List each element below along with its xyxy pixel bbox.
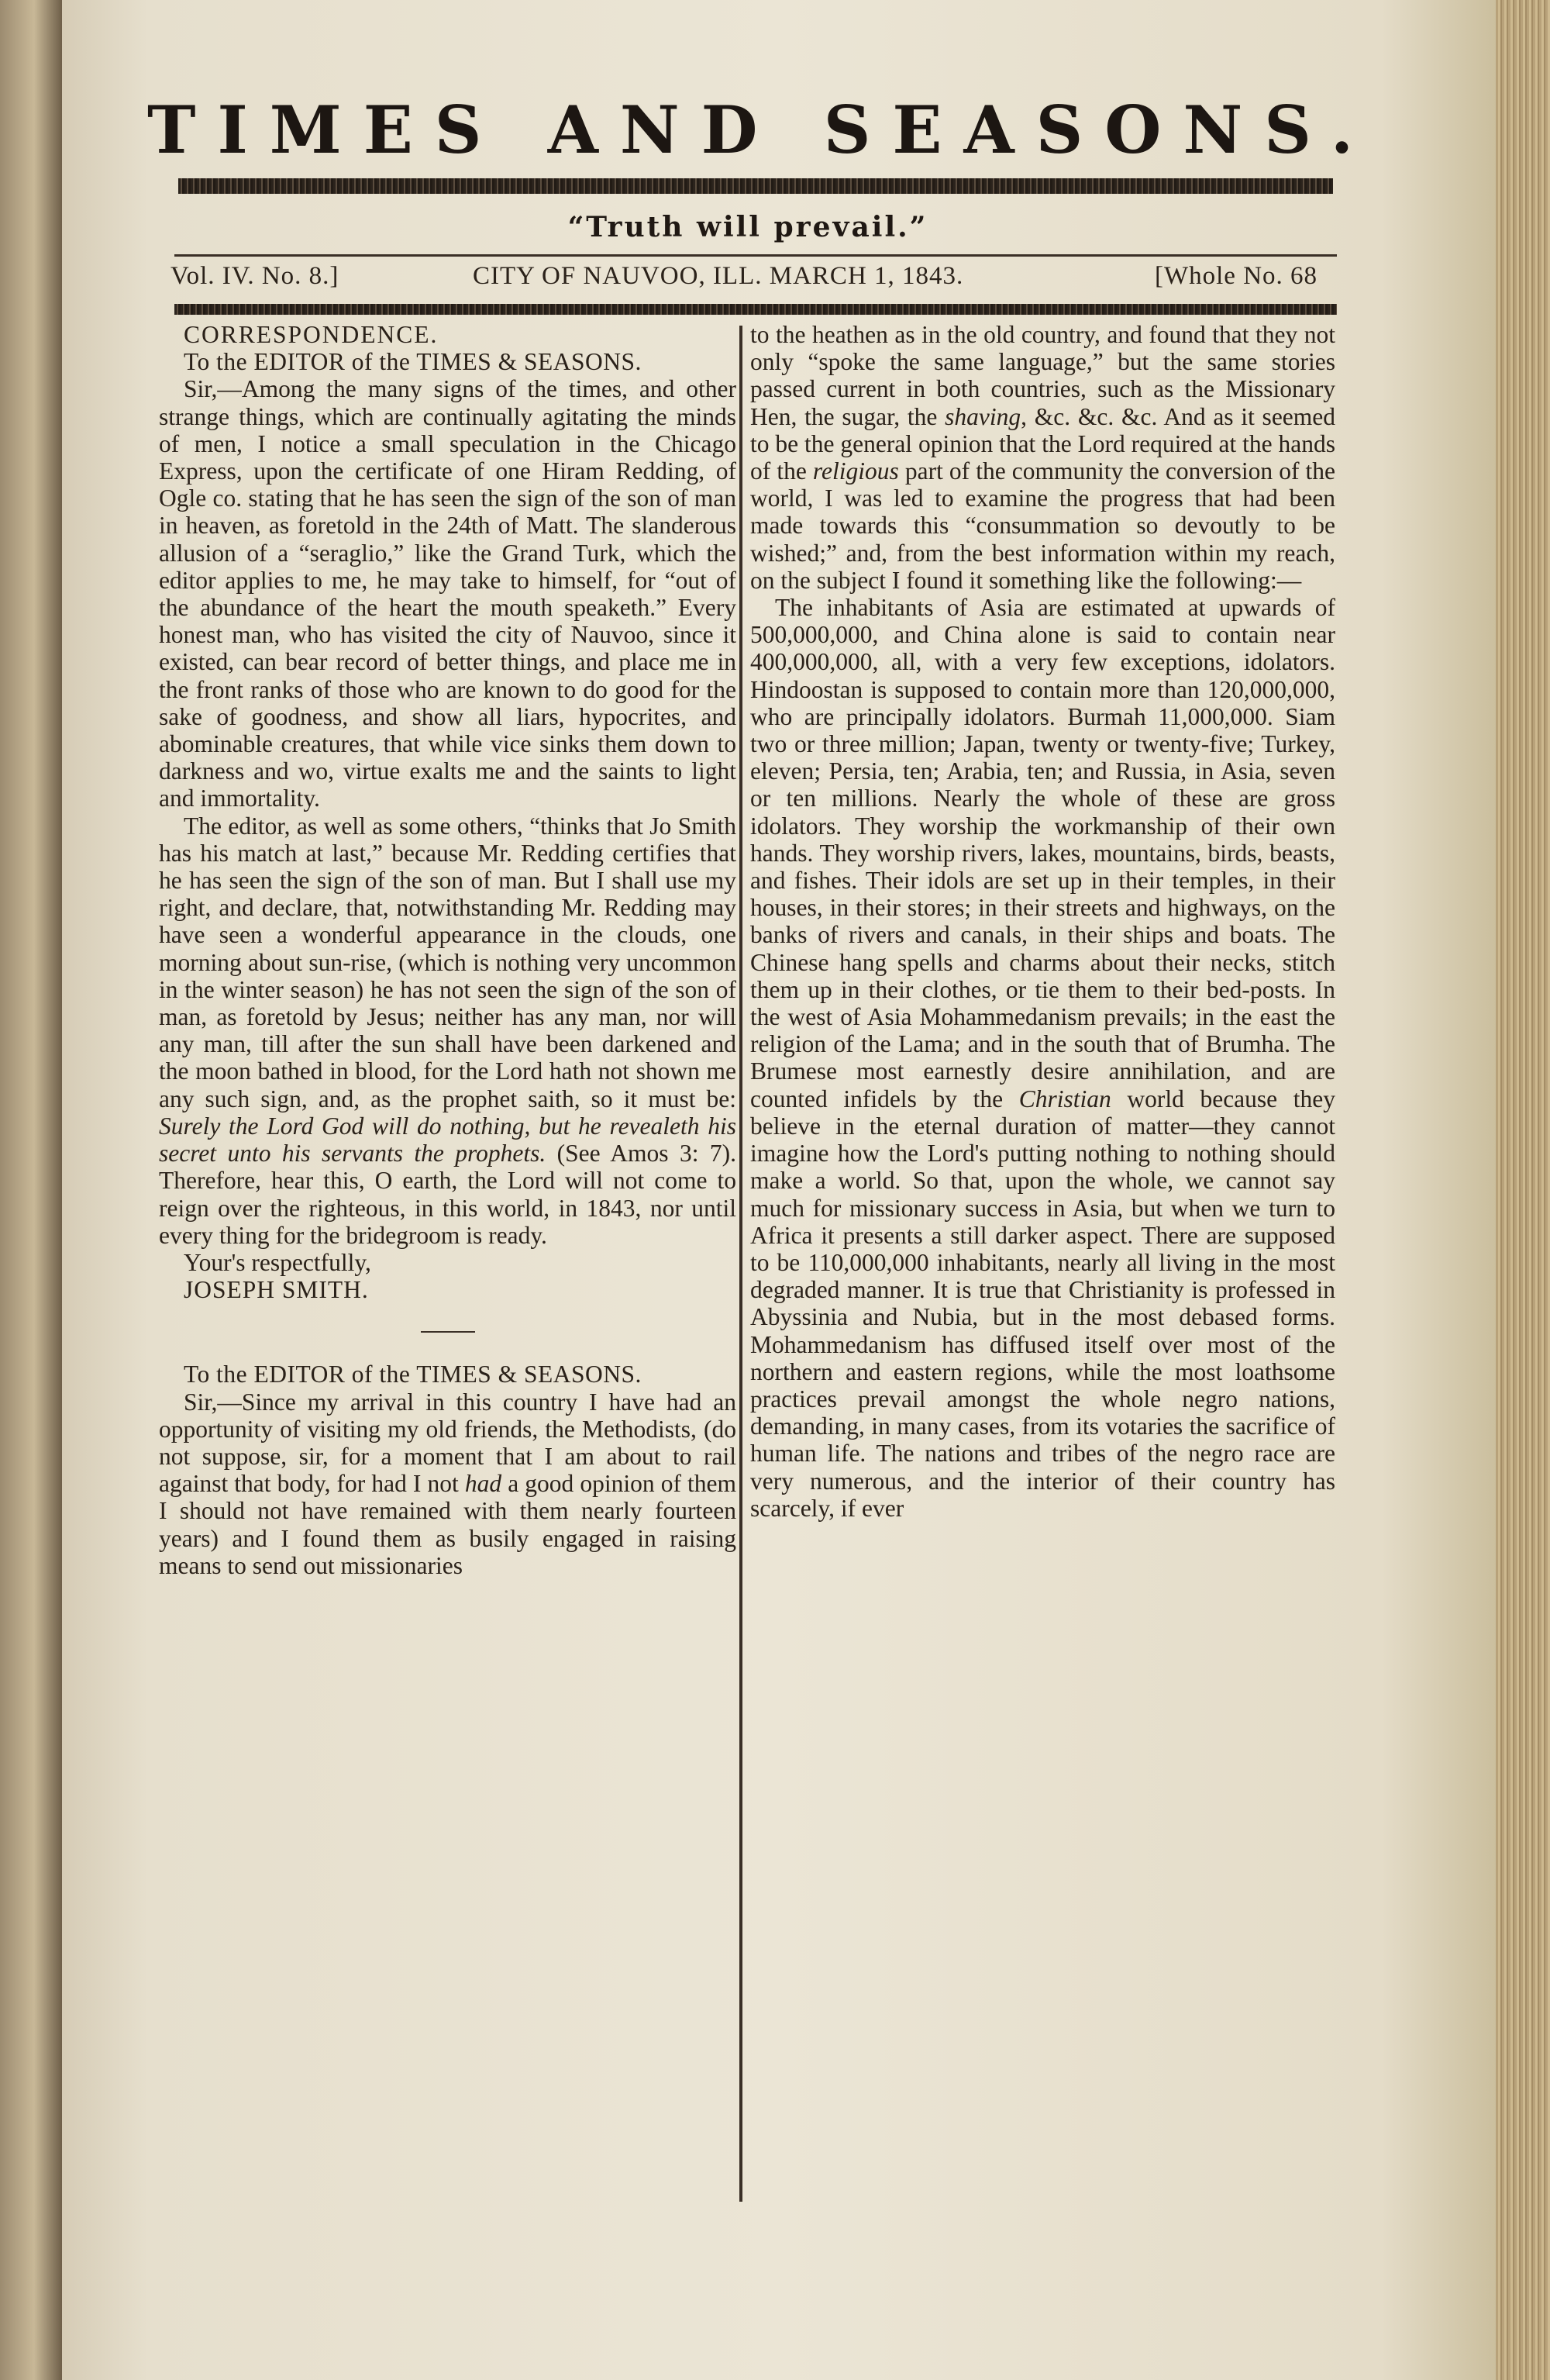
continued-text-2: , &c. &c. &c. And as it seemed to be the general opinion that the Lord required at the hands of the bbox=[750, 402, 1336, 485]
whole-number: [Whole No. 68 bbox=[1155, 262, 1318, 290]
asia-text: The inhabitants of Asia are estimated at upwards of 500,000,000, and China alone is said to contain near 400,000,000, all, with a very few exceptions, idolators. Hindoostan is supposed to contain more than 120,000,000, who are principally idolators. Burmah 11,000,000. Siam two or three million; Japan, twenty or twenty-five; Turkey, eleven; Persia, ten; Arabia, ten; and Russia, in Asia, seven or ten millions. Nearly the whole of these are gross idolators. They worship the workmanship of their own hands. They worship rivers, lakes, mountains, birds, beasts, and fishes. Their idols are set up in their temples, in their houses, in their stores; in their streets and highways, on the banks of rivers and canals, in their ships and boats. The Chinese hang spells and charms about their necks, stitch them up in their clothes, or tie them to their bed-posts. In the west of Asia Mohammedanism prevails; in the east the religion of the Lama; and in the south that of Brumha. The Brumese most earnestly desire annihilation, and are counted infidels by the bbox=[750, 594, 1335, 1112]
letter1-address: To the EDITOR of the TIMES & SEASONS. bbox=[184, 348, 642, 376]
italic-shaving: shaving bbox=[945, 402, 1021, 430]
continued-text-1: to the heathen as in the old country, and found that they not only “spoke the same language,” but the same stories passed current in both countries, such as the Missionary Hen, the sugar, the bbox=[750, 321, 1335, 430]
column-rule bbox=[739, 326, 742, 2202]
letter1-closing: Your's respectfully, bbox=[184, 1248, 371, 1276]
dateline-rule bbox=[174, 304, 1337, 315]
africa-text: world because they believe in the eternal duration of matter—they cannot imagine how the Lord's putting nothing to nothing should make a world. So that, upon the whole, we cannot say much for missionary success in Asia, but when we turn to Africa it presents a still darker aspect. There are supposed to be 110,000,000 inhabitants, nearly all living in the most degraded manner. It is true that Christianity is professed in Abyssinia and Nubia, but in the most debased forms. Mohammedanism has diffused itself over most of the northern and eastern regions, while the most loathsome practices prevail amongst the whole negro nations, demanding, in many cases, from its votaries the sacrifice of human life. The nations and tribes of the negro race are very numerous, and the interior of their country has scarcely, if ever bbox=[750, 1085, 1336, 1522]
italic-religious: religious bbox=[812, 457, 899, 485]
letter1-signature: JOSEPH SMITH. bbox=[184, 1276, 369, 1304]
letter-separator bbox=[421, 1331, 475, 1333]
italic-christian: Christian bbox=[1018, 1085, 1111, 1112]
masthead-rule bbox=[178, 178, 1333, 194]
letter1-paragraph-2-text: The editor, as well as some others, “thinks that Jo Smith has his match at last,” because Mr. Redding certifies that he has seen the sign of the son of man. But I shall use my right, and declare, that, notwithstanding Mr. Redding may have seen a wonderful appearance in the clouds, one morning about sun-rise, (which is nothing very uncommon in the winter season) he has not seen the sign of the son of man, as foretold by Jesus; neither has any man, nor will any man, till after the sun shall have been darkened and the moon bathed in blood, for the Lord hath not shown me any such sign, and, as the prophet saith, so it must be: bbox=[159, 812, 736, 1112]
italic-had: had bbox=[464, 1470, 502, 1498]
volume-number: Vol. IV. No. 8.] bbox=[170, 262, 339, 290]
letter2-paragraph-1 bbox=[159, 1388, 736, 1579]
letter1-paragraph-2 bbox=[159, 812, 736, 1249]
asia-africa-paragraph bbox=[750, 594, 1335, 1522]
letter1-paragraph-1: Sir,—Among the many signs of the times, and other strange things, which are continually agitating the minds of men, I notice a small speculation in the Chicago Express, upon the certificate of one Hiram Redding, of Ogle co. stating that he has seen the sign of the son of man in heaven, as foretold in the 24th of Matt. The slanderous allusion of a “seraglio,” like the Grand Turk, which the editor applies to me, he may take to himself, for “out of the abundance of the heart the mouth speaketh.” Every honest man, who has visited the city of Nauvoo, since it existed, can bear record of better things, and place me in the front ranks of those who are known to do good for the sake of goodness, and show all liars, hypocrites, and abominable creatures, that while vice sinks them down to darkness and wo, virtue exalts me and the saints to light and immortality. bbox=[159, 375, 736, 812]
dateline bbox=[170, 262, 1333, 298]
letter1-paragraph-2-end: (See Amos 3: 7). Therefore, hear this, O earth, the Lord will not come to reign over the righteous, in this world, in 1843, nor until every thing for the bridegroom is ready. bbox=[159, 1140, 736, 1249]
section-heading: CORRESPONDENCE. bbox=[184, 321, 439, 348]
letter2-paragraph-1-end: a good opinion of them I should not have remained with them nearly fourteen years) and I found them as busily engaged in raising means to send out missionaries bbox=[159, 1470, 737, 1579]
scripture-quote: Surely the Lord God will do nothing, but he revealeth his secret unto his servants the prophets. bbox=[159, 1112, 736, 1168]
place-and-date: CITY OF NAUVOO, ILL. MARCH 1, 1843. bbox=[473, 262, 964, 290]
left-column bbox=[159, 321, 736, 1579]
adjacent-page-edge bbox=[0, 0, 62, 2380]
continued-paragraph bbox=[750, 321, 1335, 594]
letter2-paragraph-1-text: Sir,—Since my arrival in this country I have had an opportunity of visiting my old friends, the Methodists, (do not suppose, sir, for a moment that I am about to rail against that body, for had I not bbox=[159, 1388, 736, 1498]
continued-text-3: part of the community the conversion of the world, I was led to examine the progress that had been made towards this “consummation so devoutly to be wished;” and, from the best information within my reach, on the subject I found it something like the following:— bbox=[750, 457, 1336, 594]
masthead-title: TIMES AND SEASONS. bbox=[147, 91, 1376, 168]
book-fore-edge bbox=[1496, 0, 1550, 2380]
motto-rule bbox=[174, 254, 1337, 257]
masthead-motto: “Truth will prevail.” bbox=[567, 211, 928, 243]
right-column bbox=[750, 321, 1335, 1522]
letter2-address: To the EDITOR of the TIMES & SEASONS. bbox=[184, 1361, 642, 1388]
